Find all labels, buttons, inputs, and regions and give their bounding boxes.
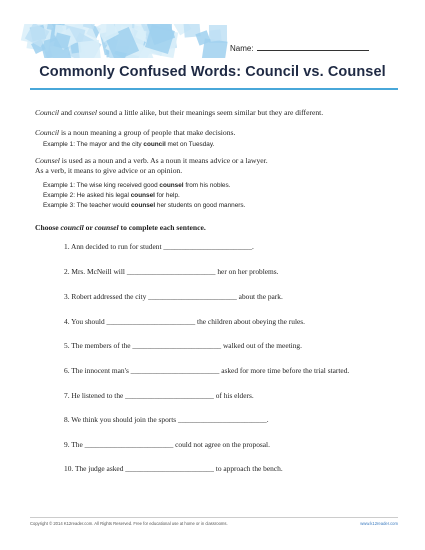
counsel-example-3 [43, 202, 245, 209]
council-example [43, 141, 214, 148]
question-6: 6. The innocent man's ________________________ asked for more time before the trial started. [64, 366, 350, 375]
intro-rest: sound a little alike, but their meanings seem similar but they are different. [97, 108, 324, 117]
counsel-example-1 [43, 182, 230, 189]
counsel-example-1-word: counsel [159, 182, 184, 189]
question-5: 5. The members of the ________________________ walked out of the meeting. [64, 341, 302, 350]
name-blank [257, 42, 369, 51]
counsel-example-3-post: her students on good manners. [155, 202, 246, 209]
footer-divider [30, 517, 398, 518]
instructions-pre: Choose [35, 223, 61, 232]
question-7: 7. He listened to the ________________________ of his elders. [64, 391, 254, 400]
question-3: 3. Robert addressed the city ________________________ about the park. [64, 292, 283, 301]
council-example-pre: Example 1: The mayor and the city [43, 141, 144, 148]
counsel-word: Counsel [35, 156, 60, 165]
instructions-word-2: counsel [94, 223, 119, 232]
council-definition-text: is a noun meaning a group of people that make decisions. [59, 128, 236, 137]
counsel-example-3-pre: Example 3: The teacher would [43, 202, 131, 209]
council-example-post: met on Tuesday. [165, 141, 215, 148]
instructions-word-1: council [60, 223, 84, 232]
counsel-definition-text: is used as a noun and a verb. As a noun it means advice or a lawyer. [59, 156, 268, 165]
intro-and: and [59, 108, 74, 117]
title-divider [30, 88, 398, 90]
header-square [78, 40, 101, 58]
question-8: 8. We think you should join the sports ________________________. [64, 415, 269, 424]
counsel-definition-line-1 [35, 156, 268, 165]
council-definition [35, 128, 235, 137]
question-10: 10. The judge asked ________________________ to approach the bench. [64, 464, 283, 473]
council-example-word: council [143, 141, 166, 148]
question-9: 9. The ________________________ could not agree on the proposal. [64, 440, 270, 449]
instructions-post: to complete each sentence. [118, 223, 206, 232]
question-1: 1. Ann decided to run for student ________________________. [64, 242, 254, 251]
footer-site-link[interactable]: www.k12reader.com [360, 521, 398, 526]
instructions [35, 223, 206, 232]
counsel-example-2 [43, 192, 180, 199]
name-label: Name: [230, 44, 254, 53]
intro-word-2: counsel [73, 108, 98, 117]
footer-copyright: Copyright © 2014 K12reader.com. All Rights Reserved. Free for educational use at home or in classrooms. [30, 521, 228, 526]
council-word: Council [35, 128, 60, 137]
counsel-example-1-pre: Example 1: The wise king received good [43, 182, 160, 189]
counsel-example-2-word: counsel [130, 192, 155, 199]
name-field [230, 42, 369, 53]
page-title: Commonly Confused Words: Council vs. Counsel [39, 64, 386, 80]
counsel-definition-line-2: As a verb, it means to give advice or an opinion. [35, 166, 183, 175]
counsel-example-2-pre: Example 2: He asked his legal [43, 192, 131, 199]
question-4: 4. You should ________________________ the children about obeying the rules. [64, 317, 305, 326]
instructions-mid: or [83, 223, 95, 232]
intro-word-1: Council [35, 108, 60, 117]
counsel-example-1-post: from his nobles. [183, 182, 231, 189]
header-square [209, 30, 221, 42]
counsel-example-2-post: for help. [154, 192, 180, 199]
counsel-example-3-word: counsel [130, 202, 156, 209]
question-2: 2. Mrs. McNeill will ________________________ her on her problems. [64, 267, 279, 276]
intro-text [35, 108, 323, 117]
